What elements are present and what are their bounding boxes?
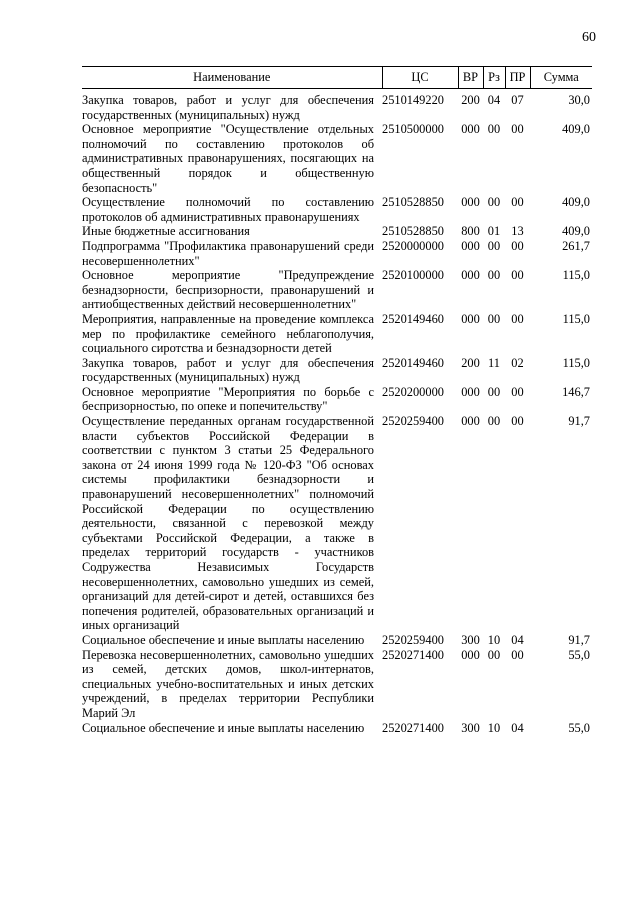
row-name: Осуществление полномочий по составлению протоколов об административных правонарушениях: [82, 195, 374, 224]
page-number: 60: [582, 30, 596, 45]
row-sum: 30,0: [568, 93, 590, 107]
row-name: Основное мероприятие "Осуществление отдельных полномочий по составлению протоколов об административных правонарушениях, посягающих на общественный порядок и общественную безопасность": [82, 122, 374, 195]
row-pr: 04: [511, 720, 524, 735]
row-sum: 115,0: [562, 355, 590, 370]
row-sum: 261,7: [562, 238, 590, 253]
row-cs: 2510149220: [382, 93, 444, 107]
row-sum: 91,7: [568, 414, 590, 429]
row-cs: 2510528850: [382, 195, 444, 210]
row-rz: 00: [487, 238, 501, 253]
row-vr: 300: [461, 632, 480, 647]
row-cs: 2520259400: [382, 632, 444, 647]
row-rz: 10: [487, 720, 501, 735]
row-rz: 00: [487, 311, 501, 326]
header-name: Наименование: [82, 67, 382, 89]
row-pr: 02: [511, 355, 524, 370]
row-vr: 300: [461, 720, 480, 735]
row-cs: 2520271400: [382, 720, 444, 735]
row-pr: 07: [511, 93, 524, 107]
header-cs: ЦС: [382, 67, 458, 89]
header-pr: ПР: [505, 67, 530, 89]
table-row: [82, 239, 592, 268]
row-vr: 000: [461, 268, 480, 283]
budget-table: [82, 66, 592, 735]
row-vr: 000: [461, 311, 480, 326]
row-name: Перевозка несовершеннолетних, самовольно ушедших из семей, детских домов, школ-интернатов, специальных учебно-воспитательных и иных детских учреждений, в пределах территории Республики Марий Эл: [82, 647, 374, 720]
row-rz: 01: [487, 224, 501, 239]
row-name: Осуществление переданных органам государственной власти субъектов Российской Федерации в соответствии с пунктом 3 статьи 25 Федерального закона от 24 июня 1999 года № 120-ФЗ "Об основах системы профилактики безнадзорности и правонарушений несовершеннолетних" полномочий Российской Федерации по осуществлению деятельности, связанной с перевозкой между субъектами Российской Федерации, а также в пределах территорий государств - участников Содружества Независимых Государств несовершеннолетних, самовольно ушедших из семей, организаций для детей-сирот и детей, оставшихся без попечения родителей, образовательных организаций и иных организаций: [82, 414, 374, 633]
table-row: [82, 268, 592, 312]
table-row: [82, 414, 592, 633]
row-rz: 00: [487, 122, 501, 137]
row-pr: 00: [511, 122, 524, 137]
row-vr: 000: [461, 238, 480, 253]
row-sum: 115,0: [562, 311, 590, 326]
row-cs: 2510500000: [382, 122, 444, 137]
row-rz: 10: [487, 632, 501, 647]
row-sum: 409,0: [562, 224, 590, 239]
row-pr: 00: [511, 414, 524, 429]
row-pr: 13: [511, 224, 524, 239]
row-sum: 91,7: [568, 632, 590, 647]
row-vr: 000: [461, 647, 480, 662]
row-pr: 00: [511, 384, 524, 399]
row-cs: 2520259400: [382, 414, 444, 429]
row-sum: 115,0: [562, 268, 590, 283]
table-row: [82, 122, 592, 195]
table-body: [82, 89, 592, 736]
header-vr: ВР: [458, 67, 483, 89]
row-pr: 04: [511, 632, 524, 647]
row-rz: 00: [487, 414, 501, 429]
row-name: Закупка товаров, работ и услуг для обеспечения государственных (муниципальных) нужд: [82, 355, 374, 385]
row-sum: 409,0: [562, 122, 590, 137]
row-rz: 00: [487, 647, 501, 662]
table-row: [82, 633, 592, 648]
row-rz: 00: [487, 384, 501, 399]
row-rz: 00: [487, 195, 501, 210]
row-name: Основное мероприятие "Мероприятия по борьбе с беспризорностью, по опеке и попечительству": [82, 384, 374, 414]
table-row: [82, 312, 592, 356]
row-pr: 00: [511, 268, 524, 283]
table-row: [82, 385, 592, 414]
row-cs: 2520100000: [382, 268, 444, 283]
row-pr: 00: [511, 311, 524, 326]
row-vr: 200: [461, 93, 480, 107]
row-vr: 000: [461, 195, 480, 210]
row-rz: 11: [488, 355, 500, 370]
table-row: [82, 224, 592, 239]
row-name: Социальное обеспечение и иные выплаты населению: [82, 632, 365, 647]
table-row: [82, 195, 592, 224]
row-cs: 2520149460: [382, 311, 444, 326]
row-cs: 2510528850: [382, 224, 444, 239]
table-row: [82, 93, 592, 122]
row-sum: 55,0: [568, 720, 590, 735]
row-name: Иные бюджетные ассигнования: [82, 224, 250, 239]
row-sum: 55,0: [568, 647, 590, 662]
table-row: [82, 356, 592, 385]
row-vr: 800: [461, 224, 480, 239]
row-cs: 2520000000: [382, 238, 444, 253]
table-row: [82, 721, 592, 736]
row-pr: 00: [511, 195, 524, 210]
row-name: Закупка товаров, работ и услуг для обеспечения государственных (муниципальных) нужд: [82, 93, 374, 122]
header-rz: Рз: [483, 67, 505, 89]
table-header: [82, 67, 592, 89]
row-cs: 2520200000: [382, 384, 444, 399]
row-sum: 146,7: [562, 384, 590, 399]
row-vr: 200: [461, 355, 480, 370]
row-cs: 2520149460: [382, 355, 444, 370]
row-vr: 000: [461, 414, 480, 429]
row-name: Социальное обеспечение и иные выплаты населению: [82, 720, 365, 735]
row-pr: 00: [511, 238, 524, 253]
row-vr: 000: [461, 122, 480, 137]
header-sum: Сумма: [530, 67, 592, 89]
row-cs: 2520271400: [382, 647, 444, 662]
row-vr: 000: [461, 384, 480, 399]
row-pr: 00: [511, 647, 524, 662]
table-row: [82, 648, 592, 721]
row-rz: 04: [487, 93, 501, 107]
row-sum: 409,0: [562, 195, 590, 210]
row-rz: 00: [487, 268, 501, 283]
row-name: Мероприятия, направленные на проведение комплекса мер по профилактике семейного неблагополучия, социального сиротства и безнадзорности детей: [82, 311, 374, 356]
row-name: Подпрограмма "Профилактика правонарушений среди несовершеннолетних": [82, 238, 374, 268]
row-name: Основное мероприятие "Предупреждение безнадзорности, беспризорности, правонарушений и антиобщественных действий несовершеннолетних": [82, 268, 374, 312]
